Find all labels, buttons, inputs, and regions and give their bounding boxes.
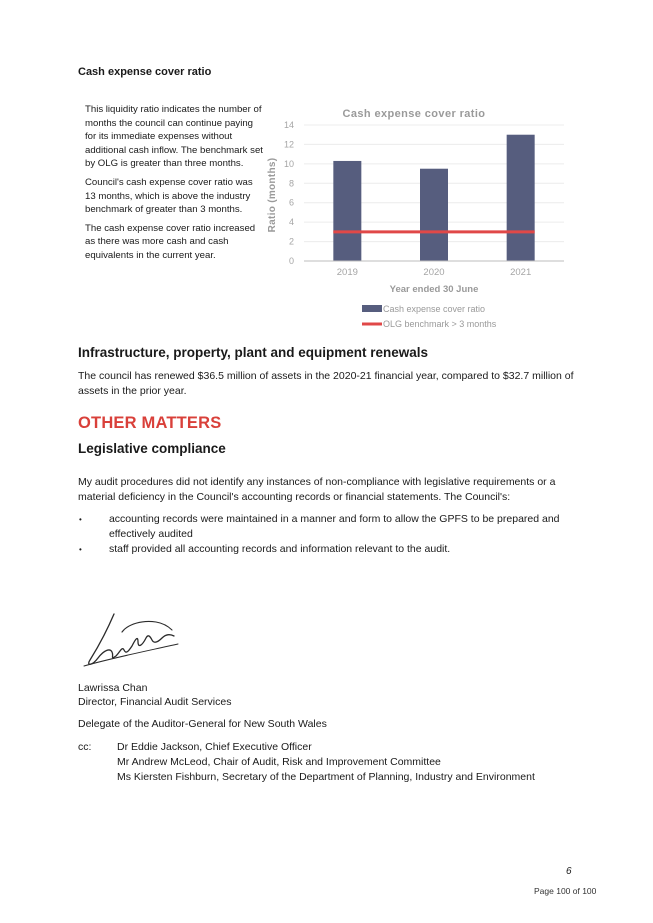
- list-item: [78, 512, 578, 542]
- y-axis-label: Ratio (months): [267, 157, 278, 233]
- y-tick-label: 4: [288, 217, 294, 228]
- list-item: [78, 542, 578, 557]
- y-tick-label: 14: [283, 120, 294, 130]
- signatory-title: Director, Financial Audit Services: [78, 696, 232, 708]
- cc-recipient: Mr Andrew McLeod, Chair of Audit, Risk and Improvement Committee: [117, 756, 441, 768]
- section-heading: Cash expense cover ratio: [78, 66, 212, 78]
- y-tick-label: 0: [288, 256, 294, 266]
- delegate-line: Delegate of the Auditor-General for New South Wales: [78, 718, 327, 730]
- x-tick-label: 2020: [423, 267, 445, 278]
- cc-recipient: Dr Eddie Jackson, Chief Executive Officer: [117, 741, 312, 753]
- bullet-icon: •: [79, 515, 82, 524]
- signature: [82, 608, 182, 670]
- intro-paragraph-2: Council's cash expense cover ratio was 13 months, which is above the industry benchmark of greater than 3 months.: [85, 176, 253, 216]
- legend-label-bar: Cash expense cover ratio: [383, 304, 486, 314]
- bar: [420, 169, 448, 261]
- y-tick-label: 12: [283, 139, 294, 150]
- bar: [507, 135, 535, 261]
- cc-recipient: Ms Kiersten Fishburn, Secretary of the Department of Planning, Industry and Environment: [117, 771, 535, 783]
- compliance-text: My audit procedures did not identify any instances of non-compliance with legislative requirements or a material deficiency in the Council's accounting records or financial statements. The Council's:: [78, 476, 556, 503]
- y-tick-label: 2: [288, 236, 294, 247]
- infrastructure-heading: Infrastructure, property, plant and equipment renewals: [78, 345, 429, 360]
- x-axis-label: Year ended 30 June: [389, 284, 479, 295]
- x-tick-label: 2019: [336, 267, 358, 278]
- list-item-text: staff provided all accounting records and information relevant to the audit.: [108, 543, 451, 555]
- y-tick-label: 8: [288, 178, 294, 189]
- bullet-icon: •: [79, 545, 82, 554]
- legislative-compliance-heading: Legislative compliance: [78, 441, 226, 456]
- intro-text: [85, 103, 265, 268]
- cc-label: cc:: [78, 741, 92, 753]
- signatory-name: Lawrissa Chan: [78, 682, 148, 694]
- chart-title: Cash expense cover ratio: [342, 108, 486, 120]
- cash-expense-chart: [260, 100, 580, 336]
- legend-swatch-bar: [362, 305, 382, 312]
- bar: [333, 161, 361, 261]
- intro-paragraph-1: This liquidity ratio indicates the number of months the council can continue paying for its immediate expenses without additional cash inflow. The benchmark set by OLG is greater than three months.: [85, 104, 263, 170]
- cc-list: [117, 740, 535, 785]
- page-label: Page 100 of 100: [534, 886, 597, 896]
- infrastructure-text: The council has renewed $36.5 million of assets in the 2020-21 financial year, compared to $32.7 million of assets in the prior year.: [78, 370, 574, 397]
- legend-label-benchmark: OLG benchmark > 3 months: [383, 319, 497, 329]
- other-matters-heading: OTHER MATTERS: [78, 414, 222, 432]
- intro-paragraph-3: The cash expense cover ratio increased as there was more cash and cash equivalents in the current year.: [85, 222, 256, 261]
- y-tick-label: 6: [288, 197, 294, 208]
- y-tick-label: 10: [283, 158, 294, 169]
- x-tick-label: 2021: [510, 267, 532, 278]
- page-number: 6: [566, 866, 572, 877]
- list-item-text: accounting records were maintained in a manner and form to allow the GPFS to be prepared and effectively audited: [108, 513, 560, 540]
